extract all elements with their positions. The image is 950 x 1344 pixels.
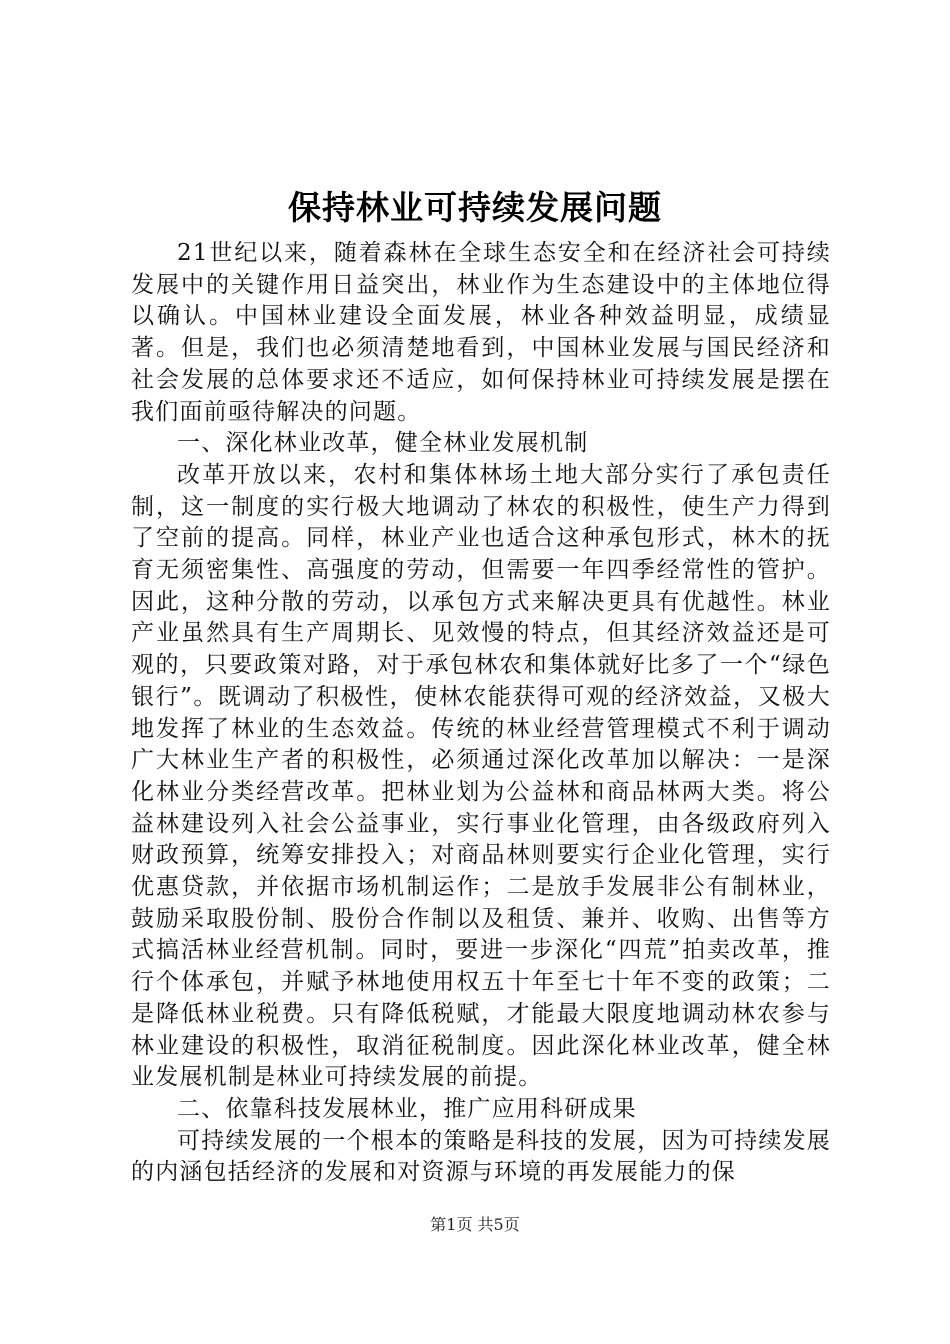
document-title: 保持林业可持续发展问题: [288, 188, 662, 227]
document-body: [131, 238, 831, 1189]
section-heading-2: 二、依靠科技发展林业，推广应用科研成果: [177, 1095, 637, 1122]
paragraph-intro: 21世纪以来，随着森林在全球生态安全和在经济社会可持续发展中的关键作用日益突出，林业作为生态建设中的主体地位得以确认。中国林业建设全面发展，林业各种效益明显，成绩显著。但是，我们也必须清楚地看到，中国林业发展与国民经济和社会发展的总体要求还不适应，如何保持林业可持续发展是摆在我们面前亟待解决的问题。: [131, 240, 831, 425]
paragraph-technology: 可持续发展的一个根本的策略是科技的发展，因为可持续发展的内涵包括经济的发展和对资源与环境的再发展能力的保: [131, 1127, 831, 1186]
paragraph-reform: 改革开放以来，农村和集体林场土地大部分实行了承包责任制，这一制度的实行极大地调动了林农的积极性，使生产力得到了空前的提高。同样，林业产业也适合这种承包形式，林木的抚育无须密集性、高强度的劳动，但需要一年四季经常性的管护。因此，这种分散的劳动，以承包方式来解决更具有优越性。林业产业虽然具有生产周期长、见效慢的特点，但其经济效益还是可观的，只要政策对路，对于承包林农和集体就好比多了一个“绿色银行”。既调动了积极性，使林农能获得可观的经济效益，又极大地发挥了林业的生态效益。传统的林业经营管理模式不利于调动广大林业生产者的积极性，必须通过深化改革加以解决：一是深化林业分类经营改革。把林业划为公益林和商品林两大类。将公益林建设列入社会公益事业，实行事业化管理，由各级政府列入财政预算，统筹安排投入；对商品林则要实行企业化管理，实行优惠贷款，并依据市场机制运作；二是放手发展非公有制林业，鼓励采取股份制、股份合作制以及租赁、兼并、收购、出售等方式搞活林业经营机制。同时，要进一步深化“四荒”拍卖改革，推行个体承包，并赋予林地使用权五十年至七十年不变的政策；二是降低林业税费。只有降低税赋，才能最大限度地调动林农参与林业建设的积极性，取消征税制度。因此深化林业改革，健全林业发展机制是林业可持续发展的前提。: [131, 461, 831, 1091]
section-heading-1: 一、深化林业改革，健全林业发展机制: [177, 430, 589, 457]
page-footer: 第1页 共5页: [430, 1215, 520, 1234]
